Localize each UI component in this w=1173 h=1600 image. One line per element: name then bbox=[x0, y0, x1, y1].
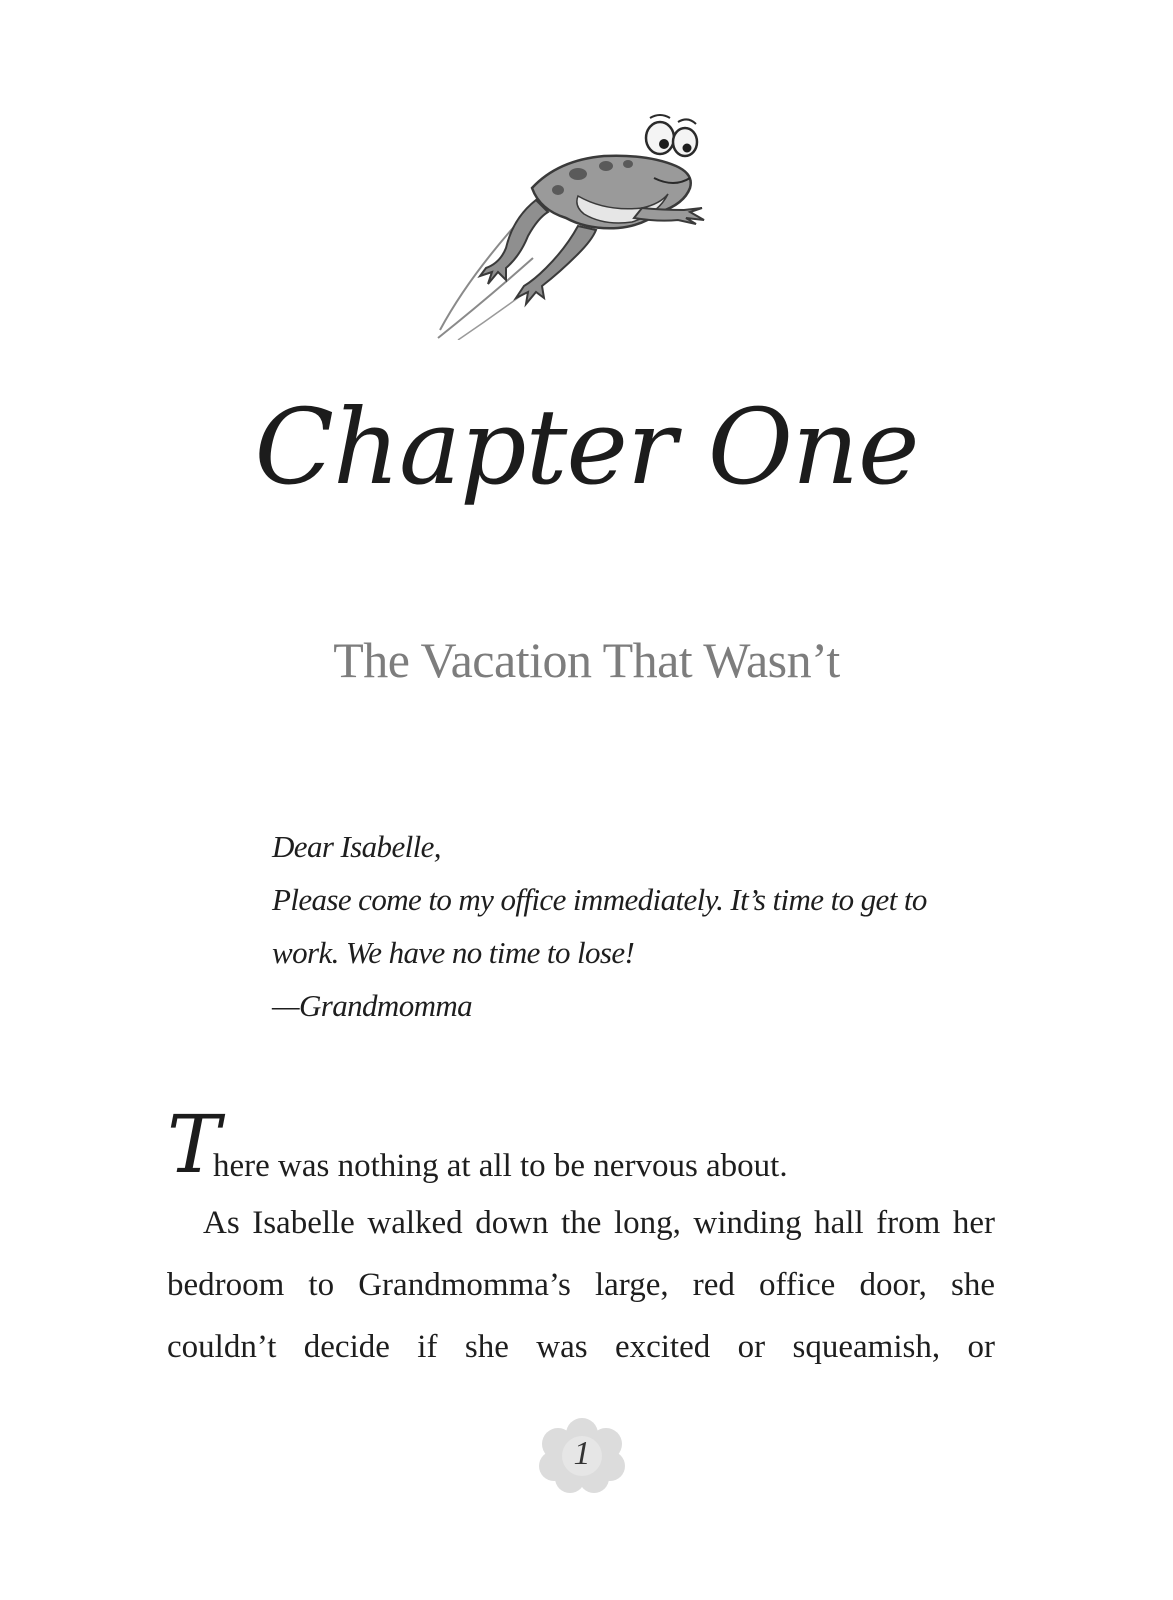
letter-line: work. We have no time to lose! bbox=[272, 935, 635, 970]
first-paragraph bbox=[167, 1100, 995, 1192]
body-line-text: couldn’t decide if she was excited or squeamish, or bbox=[167, 1329, 995, 1365]
body-line bbox=[167, 1316, 995, 1378]
first-line-text: here was nothing at all to be nervous about. bbox=[213, 1148, 788, 1184]
letter-block bbox=[272, 820, 992, 1032]
letter-greeting: Dear Isabelle, bbox=[272, 829, 441, 864]
body-text bbox=[167, 1100, 995, 1378]
body-line bbox=[167, 1254, 995, 1316]
body-line bbox=[167, 1192, 995, 1254]
chapter-title: Chapter One bbox=[254, 386, 919, 508]
page-number: 1 bbox=[573, 1435, 591, 1472]
drop-cap: T bbox=[167, 1098, 221, 1191]
letter-signature: —Grandmomma bbox=[272, 988, 473, 1023]
leaping-frog-illustration bbox=[428, 108, 718, 340]
body-line-text: bedroom to Grandmomma’s large, red office door, she bbox=[167, 1267, 995, 1303]
letter-line: Please come to my office immediately. It’s time to get to bbox=[272, 882, 927, 917]
chapter-subtitle: The Vacation That Wasn’t bbox=[333, 632, 840, 688]
body-line-text: As Isabelle walked down the long, winding hall from her bbox=[203, 1205, 995, 1241]
